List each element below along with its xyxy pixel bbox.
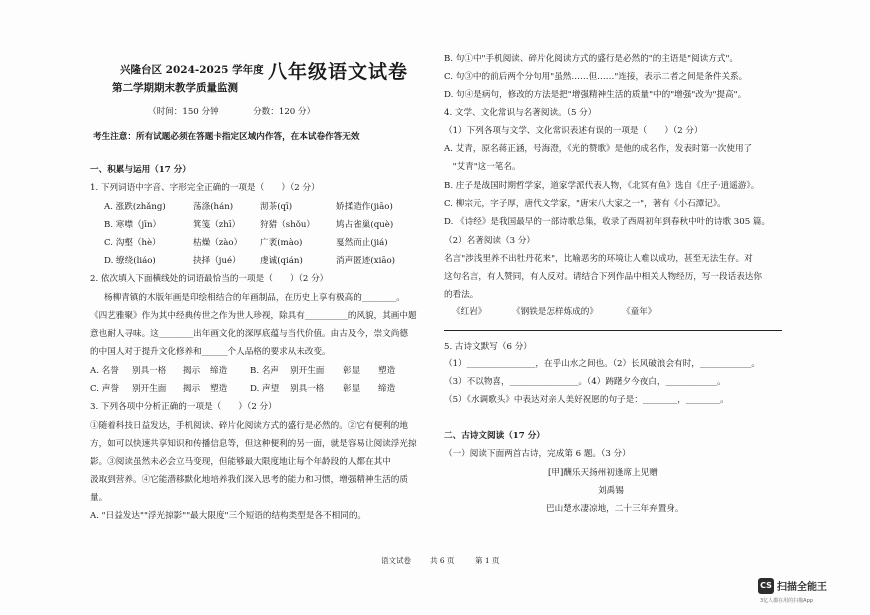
poem-author: 刘禹锡 [598, 486, 624, 496]
question-3: 3. 下列各项中分析正确的一项是（ ）（2 分） [90, 402, 277, 412]
part-1-heading: （一）阅读下面两首古诗，完成第 6 题。（3 分） [444, 449, 631, 459]
q2-b-label: B. 名声 [250, 366, 279, 376]
q4-2-text-line-3: 的看法。 [444, 290, 479, 300]
question-1: 1. 下列词语中字音、字形完全正确的一项是（ ）（2 分） [90, 183, 320, 193]
q2-d-3: 彰显 [343, 384, 361, 394]
time-score: （时间：150 分钟 分数：120 分） [148, 107, 316, 117]
q1-a-word-1: A. 涨跌(zhǎng) [104, 202, 166, 212]
q2-c-label: C. 声誉 [90, 384, 119, 394]
book-steel: 《钢铁是怎样炼成的》 [512, 307, 598, 317]
q5-row-3: （5）《水调歌头》中表达对亲人美好祝愿的句子是：________，________。 [444, 395, 729, 405]
poem-title: [甲]酬乐天扬州初逢席上见赠 [548, 468, 658, 478]
q2-d-4: 缔造 [378, 384, 396, 394]
q2-text-line-4: 的中国人对于提升文化修养和______个人品格的要求从未改变。 [90, 347, 331, 357]
q1-d-word-3: 虔诚(qián) [260, 256, 303, 266]
q3-option-a: A. "日益发达""浮光掠影""最大限度"三个短语的结构类型是各不相同的。 [90, 511, 367, 521]
q3-text-line-5: 量。 [90, 493, 108, 503]
q2-a-2: 别具一格 [132, 366, 167, 376]
q1-a-word-2: 荡涤(hán) [193, 202, 234, 212]
q1-c-word-4: 戛然而止(jiá) [336, 238, 388, 248]
exam-title: 八年级语文试卷 [268, 61, 409, 83]
q1-b-word-3: 狩猎（shǒu） [260, 220, 316, 230]
q2-c-3: 揭示 [183, 384, 201, 394]
q1-c-word-1: C. 沟壑（hè） [104, 238, 161, 248]
q3-option-d: D. 句④是病句，修改的方法是把"增强精神生活的质量"中的"增强"改为"提高"。 [444, 90, 747, 100]
footer-subject: 语文试卷 [381, 556, 411, 565]
exam-notice: 考生注意：所有试题必须在答题卡指定区域内作答，在本试卷作答无效 [93, 132, 360, 142]
question-5: 5. 古诗文默写（6 分） [444, 342, 532, 352]
q3-text-line-4: 汲取到营养。④它能潜移默化地培养我们深入思考的能力和习惯，增强精神生活的质 [90, 475, 408, 485]
q2-c-4: 塑造 [210, 384, 228, 394]
camscanner-title: 扫描全能王 [777, 582, 827, 593]
q4-1-option-d: D. 《诗经》是我国最早的一部诗歌总集，收录了西周初年到春秋中叶的诗歌 305 篇。 [444, 217, 771, 227]
q1-b-word-1: B. 寒噤（jīn） [104, 220, 162, 230]
q4-2-text-line-1: 名言"涉浅里养不出牡丹花来"，比喻恶劣的环境让人难以成功，甚至无法生存。对 [444, 254, 753, 264]
q2-b-2: 别开生面 [290, 366, 325, 376]
q4-2-text-line-2: 这句名言，有人赞同，有人反对。请结合下列作品中相关人物经历，写一段话表达你 [444, 272, 762, 282]
q1-d-word-4: 消声匿迹(xiāo) [336, 256, 395, 266]
book-hongyan: 《红岩》 [452, 307, 487, 317]
question-4-1: （1）下列各项与文学、文化常识表述有误的一项是（ ）（2 分） [444, 126, 703, 136]
q2-b-3: 彰显 [343, 366, 361, 376]
q5-row-2: （3）不以物喜，________________。（4）踌躇夕今夜白，____________。 [444, 377, 726, 387]
q2-d-label: D. 声望 [250, 384, 280, 394]
q3-text-line-3: 影。③阅读虽然未必会立马变现，但能够最大限度地让每个年龄段的人都在其中 [90, 457, 391, 467]
answer-line [444, 330, 782, 331]
q4-1-option-c: C. 柳宗元，字子厚，唐代文学家，"唐宋八大家之一"，著有《小石潭记》。 [444, 199, 726, 209]
school-line-1: 兴隆台区 2024-2025 学年度 [120, 64, 264, 76]
q3-text-line-2: 方，如可以快速共享知识和传播信息等，但这种便利的另一面，就是容易让阅读浮光掠 [90, 439, 417, 449]
q2-b-4: 塑造 [378, 366, 396, 376]
question-4: 4. 文学、文化常识与名著阅读。（5 分） [444, 108, 597, 118]
q2-d-2: 别具一格 [290, 384, 325, 394]
camscanner-logo-icon: CS [758, 578, 774, 594]
footer-page-number: 第 1 页 [475, 556, 500, 565]
q3-text-line-1: ①随着科技日益发达，手机阅读、碎片化阅读方式的盛行是必然的。②它有便利的地 [90, 421, 408, 431]
q1-a-word-3: 沏茶(qī) [260, 202, 293, 212]
section-2-heading: 二、古诗文阅读（17 分） [444, 431, 545, 441]
book-childhood: 《童年》 [622, 307, 657, 317]
q1-c-word-2: 枯燥（zào） [193, 238, 243, 248]
footer-total-pages: 共 6 页 [430, 556, 455, 565]
poem-line-1: 巴山楚水凄凉地，二十三年弃置身。 [546, 504, 684, 514]
camscanner-subtitle: 3亿人都在用的扫描App [760, 598, 813, 604]
q2-a-label: A. 名誉 [90, 366, 119, 376]
q3-option-b: B. 句①中"手机阅读、碎片化阅读方式的盛行是必然的"的主语是"阅读方式"。 [444, 54, 738, 64]
q4-1-option-a: A. 艾青，原名蒋正涵，号海澄，《光的赞歌》是他的成名作，发表时第一次使用了 [444, 144, 753, 154]
q4-1-option-b: B. 庄子是战国时期哲学家，道家学派代表人物，《北冥有鱼》选自《庄子·逍遥游》。 [444, 181, 760, 191]
q2-text-line-2: 《四艺雅聚》作为其中经典传世之作为世人珍视，除具有__________的风貌，其画中题 [90, 311, 417, 321]
q2-c-2: 别开生面 [132, 384, 167, 394]
section-1-heading: 一、积累与运用（17 分） [90, 165, 191, 175]
school-line-2: 第二学期期末教学质量监测 [112, 82, 238, 94]
q2-a-4: 缔造 [210, 366, 228, 376]
q5-row-1: （1）________________，在乎山水之间也。（2）长风破浪会有时，____________。 [444, 359, 761, 369]
q2-a-3: 揭示 [183, 366, 201, 376]
q4-1-option-a-cont: "艾青"这一笔名。 [444, 162, 521, 172]
q1-d-word-1: D. 缭绕(liáo) [104, 256, 156, 266]
q1-b-word-4: 鸠占雀巢(què) [336, 220, 394, 230]
q1-d-word-2: 抉择（jué） [193, 256, 241, 266]
q1-a-word-4: 娇揉造作(jiāo) [336, 202, 393, 212]
q2-text-line-3: 意也耐人寻味。这________出年画文化的深厚底蕴与当代价值。由古及今，崇文尚德 [90, 329, 408, 339]
q1-c-word-3: 广袤(mào) [260, 238, 303, 248]
q2-text-line-1: 杨柳青镇的木版年画是印绘相结合的年画制品，在历史上享有极高的________。 [104, 293, 405, 303]
question-4-2: （2）名著阅读（3 分） [444, 236, 536, 246]
question-2: 2. 依次填入下面横线处的词语最恰当的一项是（ ）（2 分） [90, 274, 329, 284]
q1-b-word-2: 箕笺（zhī） [193, 220, 241, 230]
q3-option-c: C. 句③中的前后两个分句用"虽然……但……"连接，表示二者之间是条件关系。 [444, 72, 748, 82]
